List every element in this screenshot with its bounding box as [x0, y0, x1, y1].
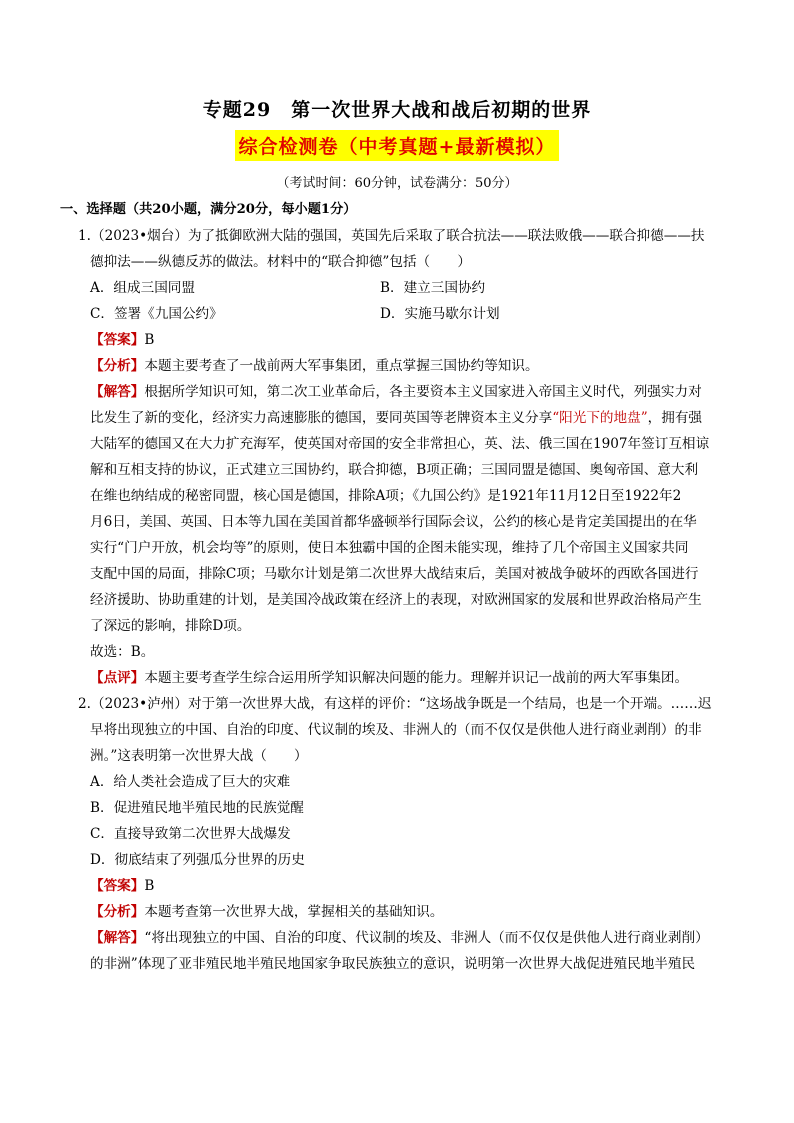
option-b: B．建立三国协约 — [380, 280, 486, 296]
explanation-tag: 【解答】 — [90, 930, 145, 946]
explanation-line: 在维也纳结成的秘密同盟，核心国是德国，排除A项；《九国公约》是1921年11月12日至1922年2 — [90, 488, 682, 504]
explanation-line — [60, 925, 735, 951]
subtitle-container — [0, 130, 794, 161]
question-stem-line: 1.（2023•烟台）为了抵御欧洲大陆的强国，英国先后采取了联合抗法——联法败俄——联合抑德——扶 — [78, 228, 705, 244]
explanation-line: 实行“门户开放，机会均等”的原则，使日本独霸中国的企图未能实现，维持了几个帝国主义国家共同 — [90, 540, 689, 556]
explanation-line: 经济援助、协助重建的计划，是美国冷战政策在经济上的表现，对欧洲国家的发展和世界政治格局产生 — [90, 592, 702, 608]
analysis-tag: 【分析】 — [90, 358, 145, 374]
explanation-text: “将出现独立的中国、自治的印度、代议制的埃及、非洲人（而不仅仅是供他人进行商业剥削） — [144, 930, 709, 946]
explanation-tag: 【解答】 — [90, 384, 145, 400]
answer-value: B — [144, 878, 155, 894]
choice-line: 故选：B。 — [90, 644, 155, 660]
question-stem-line: 德抑法——纵德反苏的做法。材料中的“联合抑德”包括（ ） — [90, 254, 471, 270]
explanation-text: ，拥有强 — [647, 410, 703, 426]
answer-line — [60, 327, 735, 353]
explanation-line: 的非洲”体现了亚非殖民地半殖民地国家争取民族独立的意识，说明第一次世界大战促进殖民地半殖民 — [90, 956, 696, 972]
question-stem-line: 洲。”这表明第一次世界大战（ ） — [90, 748, 308, 764]
question-1 — [60, 223, 735, 691]
analysis-text: 本题考查第一次世界大战，掌握相关的基础知识。 — [144, 904, 444, 920]
answer-tag: 【答案】 — [90, 878, 145, 894]
explanation-highlight: “阳光下的地盘” — [552, 410, 648, 426]
analysis-tag: 【分析】 — [90, 904, 145, 920]
explanation-line — [60, 379, 735, 405]
analysis-line — [60, 899, 735, 925]
section-heading: 一、选择题（共20小题，满分20分，每小题1分） — [60, 202, 357, 217]
analysis-text: 本题主要考查了一战前两大军事集团，重点掌握三国协约等知识。 — [144, 358, 539, 374]
comment-text: 本题主要考查学生综合运用所学知识解决问题的能力。理解并识记一战前的两大军事集团。 — [144, 670, 689, 686]
option-c: C．签署《九国公约》 — [90, 306, 223, 322]
option-b: B．促进殖民地半殖民地的民族觉醒 — [90, 800, 304, 816]
option-row — [60, 275, 735, 301]
explanation-text: 根据所学知识可知，第二次工业革命后，各主要资本主义国家进入帝国主义时代，列强实力对 — [144, 384, 702, 400]
answer-value: B — [144, 332, 155, 348]
explanation-line — [60, 405, 735, 431]
document-body — [60, 197, 735, 977]
question-2 — [60, 691, 735, 977]
option-c: C．直接导致第二次世界大战爆发 — [90, 826, 291, 842]
answer-tag: 【答案】 — [90, 332, 145, 348]
explanation-line: 支配中国的局面，排除C项；马歇尔计划是第二次世界大战结束后，美国对被战争破坏的西欧各国进行 — [90, 566, 699, 582]
comment-tag: 【点评】 — [90, 670, 145, 686]
answer-line — [60, 873, 735, 899]
exam-info: （考试时间：60分钟，试卷满分：50分） — [276, 176, 518, 191]
question-stem-line: 2.（2023•泸州）对于第一次世界大战，有这样的评价：“这场战争既是一个结局，也是一个开端。……迟 — [78, 696, 712, 712]
explanation-text: 比发生了新的变化，经济实力高速膨胀的德国，要同英国等老牌资本主义分享 — [90, 410, 553, 426]
explanation-line: 解和互相支持的协议，正式建立三国协约，联合抑德，B项正确；三国同盟是德国、奥匈帝国、意大利 — [90, 462, 699, 478]
option-a: A．给人类社会造成了巨大的灾难 — [90, 774, 291, 790]
comment-line — [60, 665, 735, 691]
option-d: D．彻底结束了列强瓜分世界的历史 — [90, 852, 305, 868]
explanation-line: 月6日，美国、英国、日本等九国在美国首都华盛顿举行国际会议，公约的核心是肯定美国提出的在华 — [90, 514, 697, 530]
explanation-line: 了深远的影响，排除D项。 — [90, 618, 251, 634]
document-title: 专题29 第一次世界大战和战后初期的世界 — [202, 99, 592, 121]
option-d: D．实施马歇尔计划 — [380, 306, 500, 322]
explanation-line: 大陆军的德国又在大力扩充海军，使英国对帝国的安全非常担心，英、法、俄三国在1907年签订互相谅 — [90, 436, 710, 452]
question-stem-line: 早将出现独立的中国、自治的印度、代议制的埃及、非洲人的（而不仅仅是供他人进行商业剥削）的非 — [90, 722, 702, 738]
analysis-line — [60, 353, 735, 379]
document-subtitle: 综合检测卷（中考真题+最新模拟） — [235, 130, 560, 161]
option-a: A．组成三国同盟 — [90, 280, 195, 296]
option-row — [60, 301, 735, 327]
